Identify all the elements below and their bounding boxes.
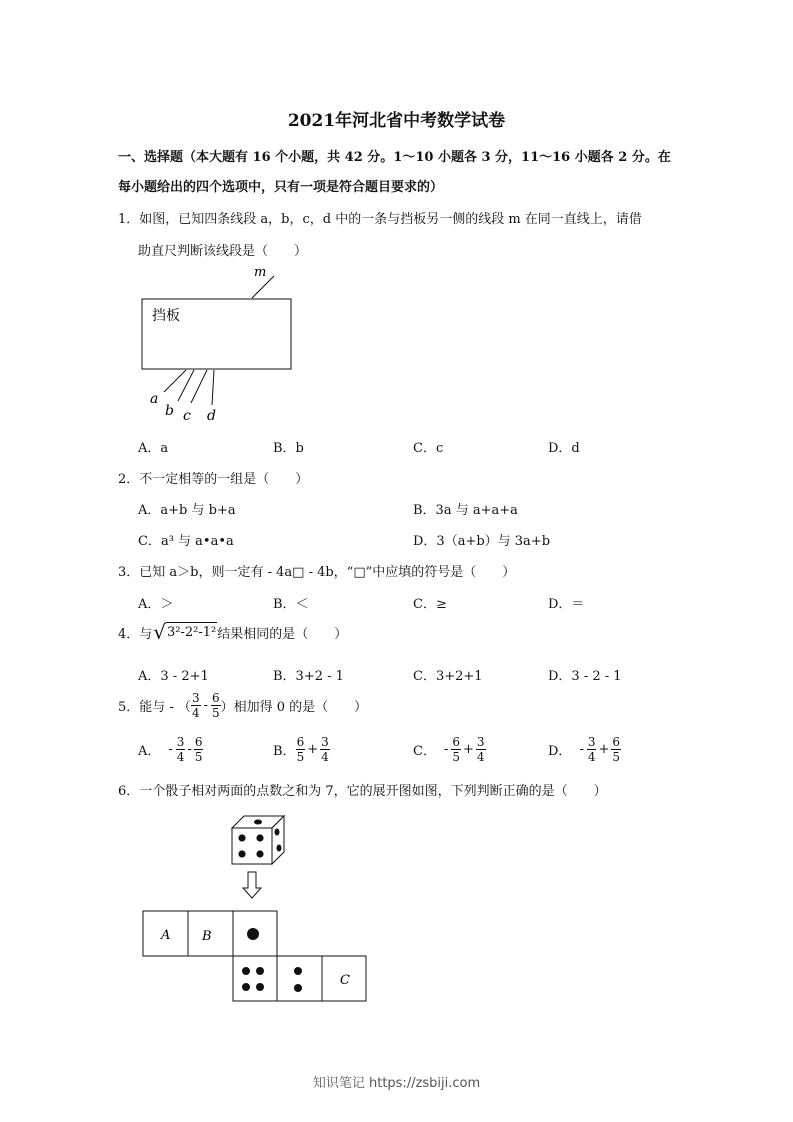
q3-option-c: C．≥	[413, 597, 447, 612]
q4-stem-prefix: 4．与	[118, 626, 153, 642]
cube-side-pip	[277, 845, 282, 852]
net-pip	[242, 983, 250, 991]
frac-denominator: 4	[587, 750, 596, 764]
net-face-two	[277, 956, 322, 1001]
segment-b	[178, 370, 194, 401]
q3-stem: 3．已知 a＞b，则一定有 - 4a□ - 4b，“□”中应填的符号是（ ）	[118, 565, 516, 580]
segment-d	[212, 370, 214, 405]
cube-side-pip	[275, 829, 280, 836]
cube-front-pip	[256, 834, 263, 841]
option-label: B．	[273, 744, 296, 759]
frac-denominator: 4	[176, 750, 185, 764]
label-d: d	[207, 408, 216, 424]
section-heading-line1: 一、选择题（本大题有 16 个小题，共 42 分。1～10 小题各 3 分，11～16 小题各 2 分。在	[118, 150, 671, 165]
q1-stem-line1: 1．如图，已知四条线段 a，b，c，d 中的一条与挡板另一侧的线段 m 在同一直线上，请借	[118, 212, 642, 227]
frac-denominator: 5	[452, 750, 460, 764]
option-sign: -	[579, 742, 584, 757]
label-a: a	[150, 391, 159, 407]
frac-denominator: 5	[211, 706, 220, 720]
cube-front-pip	[238, 834, 245, 841]
q5-stem	[118, 691, 367, 720]
option-operator: +	[598, 742, 610, 757]
q5-option-d	[548, 735, 621, 764]
q5-option-c	[413, 735, 486, 764]
option-label: D．	[548, 744, 572, 759]
q1-option-c: C．c	[413, 441, 444, 456]
frac-denominator: 4	[191, 706, 200, 720]
board-label: 挡板	[152, 308, 180, 324]
q5-stem-suffix: ）相加得 0 的是（ ）	[220, 700, 368, 715]
option-fraction	[476, 735, 486, 764]
net-label-b: B	[202, 929, 212, 944]
q2-option-d: D．3（a+b）与 3a+b	[413, 534, 551, 549]
q4-stem-suffix: 结果相同的是（ ）	[217, 626, 348, 642]
q3-option-d: D．＝	[548, 597, 585, 612]
option-fraction	[320, 735, 330, 764]
frac-numerator: 3	[176, 735, 185, 749]
q5-minus: -	[203, 698, 208, 713]
option-fraction	[296, 735, 306, 764]
frac-numerator: 6	[452, 735, 460, 749]
option-sign: -	[443, 742, 449, 757]
q4-option-a: A．3 - 2+1	[138, 669, 209, 684]
cube-top-pip	[254, 820, 262, 825]
option-operator: -	[187, 742, 192, 757]
net-pip	[294, 967, 302, 975]
cube-front-face	[232, 828, 272, 864]
q4-radicand: 3²-2²-1²	[166, 622, 217, 642]
net-pip	[242, 967, 250, 975]
frac-numerator: 6	[296, 735, 305, 749]
label-b: b	[165, 403, 174, 419]
segment-c	[191, 370, 207, 403]
frac-numerator: 3	[321, 735, 329, 749]
frac-denominator: 4	[476, 750, 485, 764]
frac-numerator: 6	[612, 735, 621, 749]
q1-option-b: B．b	[273, 441, 304, 456]
option-fraction	[611, 735, 621, 764]
net-label-c: C	[340, 973, 350, 988]
q1-option-d: D．d	[548, 441, 580, 456]
q2-stem: 2．不一定相等的一组是（ ）	[118, 472, 309, 487]
q4-sqrt	[153, 622, 217, 642]
option-label: A．	[138, 744, 161, 759]
q4-option-d: D．3 - 2 - 1	[548, 669, 622, 684]
segment-a	[164, 370, 186, 392]
cube-front-pip	[238, 850, 245, 857]
option-label: C．	[413, 744, 436, 759]
frac-numerator: 3	[191, 691, 200, 705]
frac-numerator: 3	[587, 735, 596, 749]
cube-front-pip	[256, 850, 263, 857]
section-heading-line2: 每小题给出的四个选项中，只有一项是符合题目要求的）	[118, 180, 444, 195]
q3-option-b: B．＜	[273, 597, 309, 612]
option-sign: -	[168, 742, 173, 757]
option-fraction	[194, 735, 204, 764]
q4-option-c: C．3+2+1	[413, 669, 483, 684]
q1-stem-line2: 助直尺判断该线段是（ ）	[138, 244, 308, 259]
dice-net	[143, 911, 366, 1001]
frac-denominator: 5	[612, 750, 621, 764]
frac-numerator: 6	[194, 735, 203, 749]
q4-stem	[118, 622, 347, 642]
label-m: m	[254, 265, 267, 280]
q5-frac-2	[211, 691, 221, 720]
footer-watermark: 知识笔记 https://zsbiji.com	[312, 1076, 481, 1091]
q6-dice-figure	[140, 810, 375, 1005]
q4-option-b: B．3+2 - 1	[273, 669, 344, 684]
q3-option-a: A．＞	[138, 597, 174, 612]
down-arrow-icon	[243, 872, 261, 898]
option-fraction	[587, 735, 597, 764]
q2-option-a: A．a+b 与 b+a	[138, 503, 236, 518]
sqrt-sign-icon: √	[153, 620, 167, 644]
q1-figure	[130, 262, 330, 427]
net-pip	[294, 984, 302, 992]
option-operator: +	[463, 742, 474, 757]
option-fraction	[451, 735, 461, 764]
option-operator: +	[307, 742, 319, 757]
page-title: 2021年河北省中考数学试卷	[287, 111, 506, 131]
q5-stem-prefix: 5．能与 - （	[118, 700, 191, 715]
net-label-a: A	[161, 928, 171, 943]
frac-numerator: 6	[211, 691, 220, 705]
q6-stem: 6．一个骰子相对两面的点数之和为 7，它的展开图如图，下列判断正确的是（ ）	[118, 784, 607, 799]
q2-option-b: B．3a 与 a+a+a	[413, 503, 518, 518]
dice-cube	[232, 816, 284, 864]
q2-option-c: C．a³ 与 a•a•a	[138, 534, 234, 549]
q5-option-b	[273, 735, 330, 764]
q1-option-a: A．a	[138, 441, 169, 456]
q5-option-a	[138, 735, 203, 764]
net-pip	[247, 928, 259, 940]
net-pip	[256, 967, 264, 975]
option-fraction	[176, 735, 186, 764]
net-pip	[256, 983, 264, 991]
frac-denominator: 5	[194, 750, 203, 764]
label-c: c	[183, 408, 191, 424]
frac-denominator: 5	[296, 750, 305, 764]
frac-denominator: 4	[321, 750, 329, 764]
q5-frac-1	[191, 691, 201, 720]
frac-numerator: 3	[476, 735, 485, 749]
net-face-four	[233, 956, 277, 1001]
